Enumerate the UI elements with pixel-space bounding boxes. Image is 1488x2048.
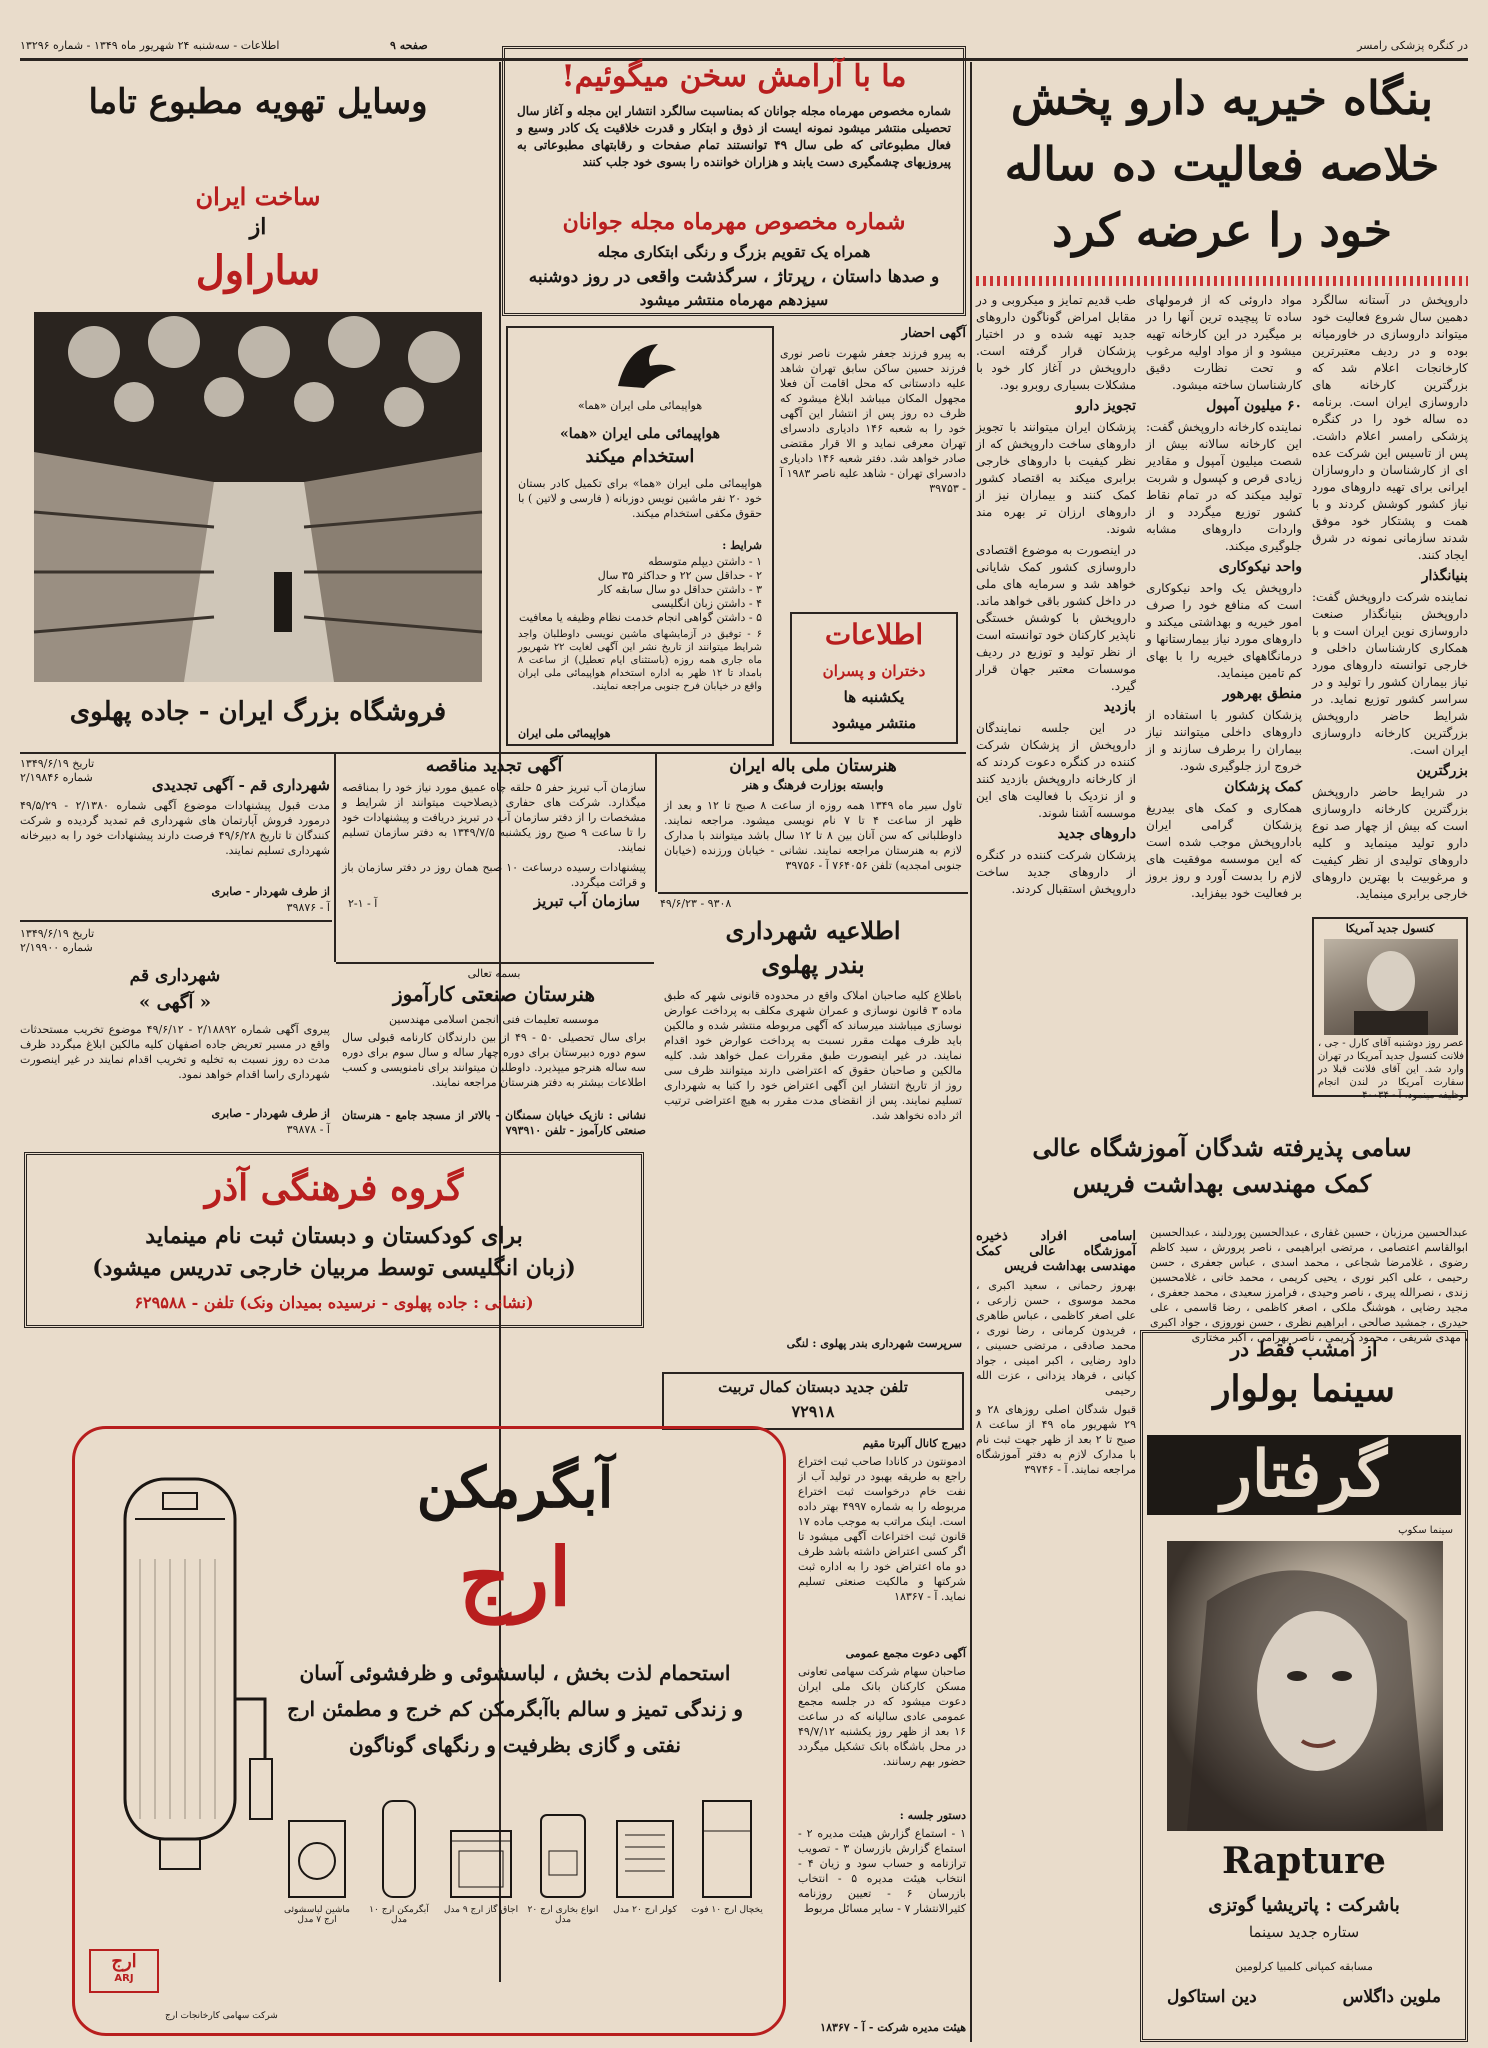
cinema-ad [1140,1330,1468,2042]
store-ad [20,70,496,750]
ettelaat-ad [790,612,958,744]
homa-cond-4: ۴ - داشتن زبان انگلیسی [651,597,762,610]
ettelaat-line-1: دختران و پسران [822,662,926,680]
lead-col-2 [1146,292,1302,1032]
lead-col-2-text-c: داروپخش یک واحد نیکوکاری است که منافع خود را صرف امور خیریه و بهداشتی میکند و داروهای مورد نیاز بیمارستانها و درمانگاههای خیریه را با بهای کم تامین مینماید. [1146,581,1302,680]
col-rule-1 [970,62,972,2042]
store-made-1: ساخت ایران [195,182,321,211]
row-rule-4 [658,892,968,894]
woman-face-icon [1167,1541,1443,1831]
lead-col-3-sub2: بازدید [1103,699,1136,715]
lead-col-1-text-c: در شرایط حاضر داروپخش بزرگترین کارخانه داروسازی است که بیش از چهار صد نوع دارو تولید مینماید و کلیه داروهای تولیدی از نظر کیفیت و مرغوبیت با بهترین داروهای خارجی برابری مینماید. [1312,785,1468,901]
tabriz-text-2: پیشنهادات رسیده درساعت ۱۰ صبح همان روز در دفتر سازمان باز و قرائت میگردد. [342,861,646,889]
lead-headline-1: بنگاه خیریه دارو پخش [1010,71,1434,125]
editorial-box [502,46,966,316]
qom2-date: تاریخ ۱۳۴۹/۶/۱۹ [20,927,95,940]
product-washer [279,1791,355,1941]
product-label: یخچال ارج ۱۰ فوت [691,1905,763,1915]
store-photo [34,312,482,682]
arj-logo-en: ARJ [114,1973,134,1984]
page-number: صفحه ۹ [390,39,428,52]
col-rule-4 [334,752,336,962]
karamooz-bism: بسمه تعالی [467,967,521,980]
store-caption: فروشگاه بزرگ ایران - جاده پهلوی [69,697,447,727]
scholarship-title-2: کمک مهندسی بهداشت فریس [1072,1169,1372,1198]
qom2-title: شهرداری قم [129,966,221,986]
ettelaat-title: اطلاعات [824,618,924,651]
ehzar-notice [780,326,966,606]
film-star: باشرکت : پاتریشیا گوتزی [1208,1895,1400,1916]
editorial-line-1: همراه یک تقویم بزرگ و رنگی ابتکاری مجله [597,243,871,261]
lead-col-1 [1312,292,1468,901]
film-cast-1: ملوین داگلاس [1342,1987,1441,2007]
qom-notice-2 [20,926,330,1146]
water-heater-icon [105,1459,275,1879]
pahlavi-title-1: اطلاعیه شهرداری [725,916,901,945]
lead-tag: در کنگره پزشکی رامسر [1357,39,1468,52]
tabriz-code: آ - ۱-۲ [348,897,378,910]
water-heater-illustration [105,1459,275,1879]
scholarship-list-names: بهروز رحمانی ، سعید اکبری ، محمد موسوی ، حسن زارعی ، علی اصغر کاظمی ، عباس طاهری ، فریدون کرمانی ، رضا نوری ، محمد صادقی ، مرتضی حسینی ، داود رضایی ، اکبر امینی ، جواد کیانی ، فرهاد یزدانی ، عزت الله رحیمی [976,1279,1136,1397]
row-rule-2 [20,920,332,922]
karamooz-title: هنرستان صنعتی کارآموز [392,982,596,1006]
ehzar-title: آگهی احضار [901,326,966,341]
headline-stripe [976,276,1468,286]
azar-line-1: برای کودکستان و دبستان ثبت نام مینماید [145,1223,523,1249]
cooler-icon [607,1791,683,1901]
homa-title-1: هواپیمائی ملی ایران «هما» [560,426,720,442]
lead-col-2-text: مواد داروئی که از فرمولهای ساده تا پیچیده ترین آنها را در بر میگیرد در این کارخانه تهیه میشود و از مواد اولیه مرغوب و تحت نظارت دقیق کارشناسان ساخته میشود. [1146,293,1302,392]
canal-text: ادمونتون در کانادا صاحب ثبت اختراع راجع به طریقه بهبود در تولید آب از نفت خام درخواست ثبت اختراع مربوطه را به شماره ۴۹۹۷ بهتر داده است. اینک مراتب به موجب ماده ۱۷ قانون ثبت اختراعات آگهی میشود تا اگر کسی اعتراض داشته باشد ظرف دو ماه اعتراض خود را به اداره ثبت شرکتها و مالکیت صنعتی تسلیم نماید. آ - ۱۸۳۶۷ [798,1455,966,1603]
oil-heater-icon [525,1791,601,1901]
consul-label: کنسول جدید آمریکا [1345,922,1435,935]
scholarship-list-title: اسامی افراد ذخیره آموزشگاه عالی کمک مهندسی بهداشت فریس [976,1229,1136,1274]
karamooz-sub: موسسه تعلیمات فنی انجمن اسلامی مهندسین [389,1013,599,1026]
homa-ad [506,326,774,746]
lead-col-2-sub4: کمک پزشکان [1224,779,1302,795]
film-company: مسابقه کمپانی کلمبیا کرلومین [1235,1960,1373,1973]
scholarship-list [976,1225,1136,2035]
stove-icon [443,1791,519,1901]
lead-col-3-text-c: در اینصورت به موضوع اقتصادی داروسازی کشور کمک شایانی خواهد شد و سرمایه های ملی در داخل کشور باقی خواهد ماند. داروپخش با کوشش خستگی ناپذیر کارکنان خود توانسته است از نظر تولید و توزیع در ردیف موسسات معتبر جهان قرار گیرد. [976,543,1136,693]
arj-line-3: نفتی و گازی بظرفیت و رنگهای گوناگون [349,1733,681,1757]
qom1-signature: از طرف شهردار - صابری [211,885,330,898]
store-interior-icon [34,312,482,682]
assembly-notice [798,1646,966,2042]
assembly-agenda-title: دستور جلسه : [899,1809,966,1822]
product-water-heater [361,1791,437,1941]
product-stove [443,1791,519,1941]
masthead-issue: اطلاعات - سه‌شنبه ۲۴ شهریور ماه ۱۳۴۹ - شماره ۱۳۲۹۶ [20,39,280,52]
scholarship-title-1: سامی پذیرفته شدگان آموزشگاه عالی [1032,1133,1412,1162]
arj-footer: شرکت سهامی کارخانجات ارج [165,2011,278,2021]
qom-notice-1 [20,756,330,916]
lead-col-1-text-b: نماینده شرکت داروپخش گفت: داروپخش بنیانگذار صنعت داروسازی نوین ایران است و با همکاری کارشناسان داخلی و خارجی توانسته داروهای مورد نیاز بیماران کشور را تولید و در سراسر کشور توزیع نماید. در شرایط حاضر داروپخش بزرگترین کارخانه داروسازی ایران است. [1312,590,1468,757]
qom2-num: شماره ۲/۱۹۹۰۰ [20,941,93,954]
tabriz-title: آگهی تجدید مناقصه [425,756,563,776]
phone-notice [662,1372,964,1430]
col-rule-3 [655,752,657,892]
cinema-name: سینما بولوار [1213,1368,1395,1410]
cinema-poster [1147,1419,1461,2033]
lead-story [976,62,1468,1101]
film-still [1167,1541,1443,1831]
arj-line-2: و زندگی تمیز و سالم باآبگرمکن کم خرج و مطمئن ارج [286,1697,744,1721]
scholarship-list-col [976,1225,1136,2035]
azar-title: گروه فرهنگی آذر [204,1167,464,1209]
phone-title: تلفن جدید دبستان کمال تربیت [718,1378,908,1396]
qom2-code: آ - ۳۹۸۷۸ [286,1123,330,1136]
film-cast-2: دین استاکول [1167,1987,1257,2007]
lead-col-3-text-b: پزشکان ایران میتوانند با تجویز داروهای ساخت داروپخش که از نظر کیفیت با داروهای خارجی برابری میکند به اقتصاد کشور کمک کنند و بیماران نیز از داروهای ارزان تر بهره مند شوند. [976,420,1136,536]
small-water-heater-icon [361,1791,437,1901]
product-heater [525,1791,601,1941]
film-star-sub: ستاره جدید سینما [1248,1923,1360,1941]
ballet-title-2: وابسته بوزارت فرهنگ و هنر [742,778,884,792]
arj-products [275,1791,765,1941]
product-label: ماشین لباسشوئی ارج ۷ مدل [284,1905,350,1925]
pahlavi-signature: سرپرست شهرداری بندر پهلوی : لنگی [786,1337,962,1350]
store-title: وسایل تهویه مطبوع تاما [88,82,428,122]
ballet-title-1: هنرستان ملی باله ایران [729,756,897,776]
arj-logo [89,1949,159,1993]
assembly-agenda: ۱ - استماع گزارش هیئت مدیره ۲ - استماع گزارش بازرسان ۳ - تصویب ترازنامه و حساب سود و زیان ۴ - انتخاب هیئت مدیره ۵ - انتخاب بازرسان ۶ - تعیین روزنامه کثیرالانتشار ۷ - سایر مسائل مربوط [798,1827,967,1915]
qom1-num: شماره ۲/۱۹۸۴۶ [20,771,93,784]
product-fridge [689,1791,765,1941]
lead-col-2-text-b: نماینده کارخانه داروپخش گفت: این کارخانه سالانه بیش از شصت میلیون آمپول و مقادیر زیادی قرص و کپسول و شربت تولید میکند که در تمام نقاط کشور توزیع میگردد و از واردات داروهای مشابه جلوگیری میکند. [1146,420,1302,553]
lead-headline-3: خود را عرضه کرد [1051,203,1393,257]
assembly-signature: هیئت مدیره شرکت - آ - ۱۸۳۶۷ [820,2021,966,2034]
lead-col-3-sub3: داروهای جدید [1057,826,1136,842]
homa-cond-title: شرایط : [722,539,762,552]
qom2-sub: « آگهی » [139,992,211,1013]
editorial-text: شماره مخصوص مهرماه مجله جوانان که بمناسبت سالگرد انتشار این مجله و آغاز سال تحصیلی منتشر میشود نمونه ایست از ذوق و ابتکار و قدرت خلاقیت یک کادر وسیع و فعال مطبوعاتی که طی سال ۴۹ توانستند تمام صفحات و رقابتهای مطبوعاتی به پیروزیهای چشمگیری دست یابند و هزاران خواننده را بسوی خود جلب کنند [517,104,951,169]
film-title: گرفتار [1147,1435,1461,1515]
lead-col-2-sub2: واحد نیکوکاری [1218,559,1302,575]
azar-address: (نشانی : جاده پهلوی - نرسیده بمیدان ونک) تلفن - ۶۲۹۵۸۸ [134,1293,534,1312]
row-rule-1 [20,752,966,754]
lead-col-1-sub: بنیانگذار [1421,568,1468,584]
product-label: آبگرمکن ارج ۱۰ مدل [369,1905,429,1925]
homa-cond-2: ۲ - حداقل سن ۲۲ و حداکثر ۳۵ سال [597,569,762,582]
arj-logo-text: ارج [111,1951,137,1972]
qom1-code: آ - ۳۹۸۷۶ [286,901,330,914]
lead-col-3 [976,292,1136,1032]
pahlavi-code: ۹۳۰۸ - ۴۹/۶/۲۳ [660,897,732,910]
canal-notice [798,1436,966,1636]
lead-col-3-text-d: در این جلسه نمایندگان داروپخش از پزشکان شرکت کننده در کنگره دعوت کردند که از کارخانه داروپخش بازدید کنند و از نزدیک با فعالیت های این موسسه آشنا شوند. [976,721,1136,820]
canal-title: دبیرج کانال آلبرتا مقیم [862,1437,966,1450]
editorial-line-3: سیزدهم مهرماه منتشر میشود [639,291,829,309]
lead-col-1-text: داروپخش در آستانه سالگرد دهمین سال شروع فعالیت خود میتواند داروسازی در خاورمیانه بوده و در ردیف معتبرترین کارخانجات اعلام شد که بزرگترین کارخانه های داروسازی ایران است. برنامه ده ساله خود را در کنگره پزشکی رامسر اعلام داشت. پس از تاسیس این شرکت عده ای از کارشناسان و داروسازان ایرانی برای تهیه داروهای مورد نیاز کشور کوشش کردند و با همت و پشتکار خود موفق شدند سازمانی نمونه در شرق ایجاد کنند. [1312,293,1468,562]
lead-col-2-sub3: منطق بهرهور [1222,686,1302,702]
consul-box [1312,917,1468,1101]
tabriz-tender [338,756,650,916]
product-cooler [607,1791,683,1941]
scholarship-head [976,1132,1468,1212]
karamooz-address: نشانی : نازیک خیابان سمنگان - بالاتر از مسجد جامع - هنرستان صنعتی کارآموز - تلفن ۷۹۳۹۱۰ [342,1109,646,1137]
product-label: اجاق گاز ارج ۹ مدل [443,1905,519,1915]
ehzar-text: به پیرو فرزند جعفر شهرت ناصر نوری فرزند حسین ساکن سابق تهران شاهد علیه دادستانی که محل اقامت آن فعلا مجهول المکان میباشد ابلاغ میشود که ظرف ده روز پس از انتشار این آگهی خود را به شعبه ۱۴۶ دادیاری دادسرای تهران معرفی نماید و الا قرار مقتضی صادر خواهد شد. دفتر شعبه ۱۴۶ دادیاری دادسرای تهران - شاهد علیه ناصر ۱۹۸۳ آ - ۳۹۷۵۳ [780,347,966,495]
azar-ad [24,1152,644,1328]
qom1-text: مدت قبول پیشنهادات موضوع آگهی شماره ۲/۱۳۸۰ - ۴۹/۵/۲۹ درمورد فروش آپارتمان های شهرداری قم تمدید گردیده و شرکت کنندگان تا تاریخ ۴۹/۶/۲۸ فرصت دارند پیشنهادات خود را به دبیرخانه شهرداری تسلیم نمایند. [20,799,330,857]
row-rule-3 [336,962,654,964]
homa-signature: هواپیمائی ملی ایران [518,727,611,740]
scholarship-names: عبدالحسین مرزبان ، حسین غفاری ، عبدالحسین پوردلبند ، عبدالحسین ابوالقاسم اعتصامی ، مرتضی ابراهیمی ، ناصر پرورش ، سید کاظم رضوی ، غلامرضا شجاعی ، محمد اسدی ، عباس جعفری ، حسن رحیمی ، علی اکبر نوری ، یحیی کریمی ، محمد خانی ، غلامحسین زندی ، نصرالله پیری ، ناصر وحیدی ، فرامرز سعیدی ، محمد جعفری ، مجید رضایی ، هوشنگ ملکی ، اصغر کاظمی ، رضا قاسمی ، علی حیدری ، جمشید صالحی ، ابراهیم نظری ، حسن نوروزی ، جواد اکبری ، مهدی شریفی ، محمود کریمی ، ناصر بهرامی ، اکبر مختاری [1150,1226,1468,1344]
portrait-icon [1324,939,1458,1035]
editorial-subtitle: شماره مخصوص مهرماه مجله جوانان [562,209,906,235]
film-english-title: Rapture [1222,1840,1386,1882]
store-made-2: از [249,214,267,240]
assembly-text: صاحبان سهام شرکت سهامی تعاونی مسکن کارکنان بانک ملی ایران دعوت میشود که در جلسه مجمع عمومی عادی سالیانه که در ساعت ۱۶ بعد از ظهر روز یکشنبه ۴۹/۷/۱۲ در محل باشگاه بانک تشکیل میگردد حضور بهم رسانند. [798,1665,966,1768]
lead-col-2-text-e: همکاری و کمک های بیدریغ پزشکان گرامی ایران باداروپخش موجب شده است که این موسسه موفقیت های لازم را بدست آورد و روز بروز بر فعالیت خود بیفزاید. [1146,801,1302,900]
homa-cond-1: ۱ - داشتن دیپلم متوسطه [648,555,762,568]
homa-intro: هواپیمائی ملی ایران «هما» برای تکمیل کادر بستان خود ۲۰ نفر ماشین نویس دوزبانه ( فارسی و لاتین ) با حقوق مکفی استخدام میکند. [518,477,762,520]
tabriz-signature: سازمان آب تبریز [533,892,640,910]
editorial-line-2: و صدها داستان ، رپرتاژ ، سرگذشت واقعی در روز دوشنبه [528,267,940,287]
lead-col-1-sub2: بزرگترین [1416,763,1468,779]
karamooz-text: برای سال تحصیلی ۵۰ - ۴۹ از بین دارندگان کارنامه قبولی سال سوم دوره دبیرستان برای دوره چهار ساله و سال سوم برای دوره سه ساله هنرجو میپذیرد. داوطلبان میتوانند برای نامنویسی و کسب اطلاعات بیشتر به دفتر هنرستان مراجعه نمایند. [342,1031,646,1089]
pahlavi-notice [660,896,966,1366]
pahlavi-title-2: بندر پهلوی [761,950,865,979]
arj-title: آبگرمکن [416,1455,614,1521]
homa-title-2: استخدام میکند [585,446,695,467]
arj-ad [72,1426,786,2036]
qom1-date: تاریخ ۱۳۴۹/۶/۱۹ [20,757,95,770]
qom2-signature: از طرف شهردار - صابری [211,1107,330,1120]
lead-col-3-sub: تجویز دارو [1075,398,1136,414]
fridge-icon [689,1791,765,1901]
scholarship-note: قبول شدگان اصلی روزهای ۲۸ و ۲۹ شهریور ماه ۴۹ از ساعت ۸ صبح تا ۲ بعد از ظهر جهت ثبت نام با مدارک لازم به دفتر آموزشگاه مراجعه نمایند. آ - ۳۹۷۴۶ [976,1403,1136,1476]
lead-headline-2: خلاصه فعالیت ده ساله [1004,137,1440,191]
consul-photo [1324,939,1458,1035]
qom1-title: شهرداری قم - آگهی تجدیدی [151,776,330,794]
homa-cond-3: ۳ - داشتن حداقل دو سال سابقه کار [598,583,762,596]
consul-caption: عصر روز دوشنبه آقای کارل - جی ، فلانت کنسول جدید آمریکا در تهران وارد شد. این آقای فلانت قبلا در سفارت آمریکا در لندن انجام وظیفه مینمود. آ - ۴۰۰۳۴ [1318,1038,1464,1101]
lead-col-3-text-e: پزشکان شرکت کننده در کنگره از داروهای جدید ساخت داروپخش استقبال کردند. [976,848,1136,896]
ettelaat-line-3: منتشر میشود [831,714,917,732]
editorial-title: ما با آرامش سخن میگوئیم! [561,59,907,94]
homa-bird-icon [598,336,682,396]
pahlavi-text: باطلاع کلیه صاحبان املاک واقع در محدوده قانونی شهر که طبق ماده ۳ قانون نوسازی و عمران شهری مکلف به پرداخت عوارض نوسازی میباشند میرساند که آگهی مربوطه منتشر شده و مالکین باید ظرف مهلت مقرر نسبت به پرداخت عوارض خود اقدام نمایند. در غیر اینصورت طبق مقررات عمل خواهد شد. کلیه مالکین و صاحبان حقوق که اعتراضی دارند میتوانند ظرف سی روز از تاریخ انتشار این آگهی اعتراض خود را کتبا به شهرداری تسلیم نمایند. پس از انقضای مدت مقرر به هیچ اعتراضی ترتیب اثر داده نخواهد شد. [664,989,962,1122]
homa-note: ۶ - توفیق در آزمایشهای ماشین نویسی داوطلبان واجد شرایط میتوانند از تاریخ نشر این آگهی لغایت ۲۲ شهریور ماه جاری همه روزه (باستثنای ایام تعطیل) از ساعت ۸ بامداد تا ۱۲ ظهر به اداره استخدام هواپیمائی ملی ایران واقع در خیابان فرح جنوبی مراجعه نمایند. [518,629,762,692]
cinema-banner: از امشب فقط در [1230,1337,1378,1361]
qom2-text: پیروی آگهی شماره ۲/۱۸۸۹۲ - ۴۹/۶/۱۲ موضوع تخریب مستحدثات واقع در مسیر تعریض جاده اصفهان کلیه مالکین ابلاغ میگردد ظرف مدت ده روز نسبت به تخلیه و تخریب اقدام نمایند در غیر اینصورت شهرداری راسا اقدام خواهد نمود. [20,1023,330,1081]
ettelaat-line-2: یکشنبه ها [843,688,905,706]
phone-number: ۷۲۹۱۸ [791,1402,835,1421]
lead-col-3-text: طب قدیم تمایز و میکروبی و در مقابل امراض گوناگون داروهای جدید تهیه شده و در اختیار پزشکان قرار گرفته است. داروپخش در آغاز کار خود با مشکلات بسیاری روبرو بود. [976,293,1136,392]
arj-brand: ارج [458,1530,572,1624]
store-brand: ساراول [195,247,321,294]
assembly-title: آگهی دعوت مجمع عمومی [845,1647,966,1660]
karamooz-ad [338,966,650,1146]
tabriz-text: سازمان آب تبریز حفر ۵ حلقه چاه عمیق مورد نیاز خود را بمناقصه میگذارد. شرکت های حفاری ذیصلاحیت میتوانند از شرایط و مشخصات را از دفتر سازمان آب در تبریز دریافت و پیشنهادات خود را تا ساعت ۹ صبح روز یکشنبه ۱۳۴۹/۷/۵ به دفتر سازمان تسلیم نمایند. [342,781,646,854]
homa-logo-text: هواپیمائی ملی ایران «هما» [577,399,703,412]
ballet-text: تاول سیر ماه ۱۳۴۹ همه روزه از ساعت ۸ صبح تا ۱۲ و بعد از ظهر از ساعت ۴ تا ۷ نام نویسی میشود. مراجعه نمایند. داوطلبانی که سن آنان بین ۸ تا ۱۲ سال باشد میتوانند با مدارک لازم به هنرستان مراجعه نمایند. نشانی - خیابان ورزنده (خیابان جنوبی امجدیه) تلفن ۷۶۴۰۵۶ آ - ۳۹۷۵۶ [664,799,963,872]
homa-logo [598,336,682,396]
azar-line-2: (زبان انگلیسی توسط مربیان خارجی تدریس میشود) [92,1255,576,1281]
homa-cond-5: ۵ - داشتن گواهی انجام خدمت نظام وظیفه یا معافیت [518,611,762,624]
lead-col-2-text-d: پزشکان کشور با استفاده از داروهای داخلی میتوانند نیاز بیماران را برطرف سازند و از خروج ارز جلوگیری شود. [1146,708,1302,773]
washing-machine-icon [279,1791,355,1901]
product-label: انواع بخاری ارج ۲۰ مدل [527,1905,599,1925]
lead-col-2-sub: ۶۰ میلیون آمپول [1206,398,1302,414]
arj-line-1: استحمام لذت بخش ، لباسشوئی و ظرفشوئی آسان [299,1661,731,1685]
product-label: کولر ارج ۲۰ مدل [613,1905,677,1915]
cinemascope-label: سینما سکوپ [1398,1525,1453,1536]
ballet-notice [660,756,966,886]
